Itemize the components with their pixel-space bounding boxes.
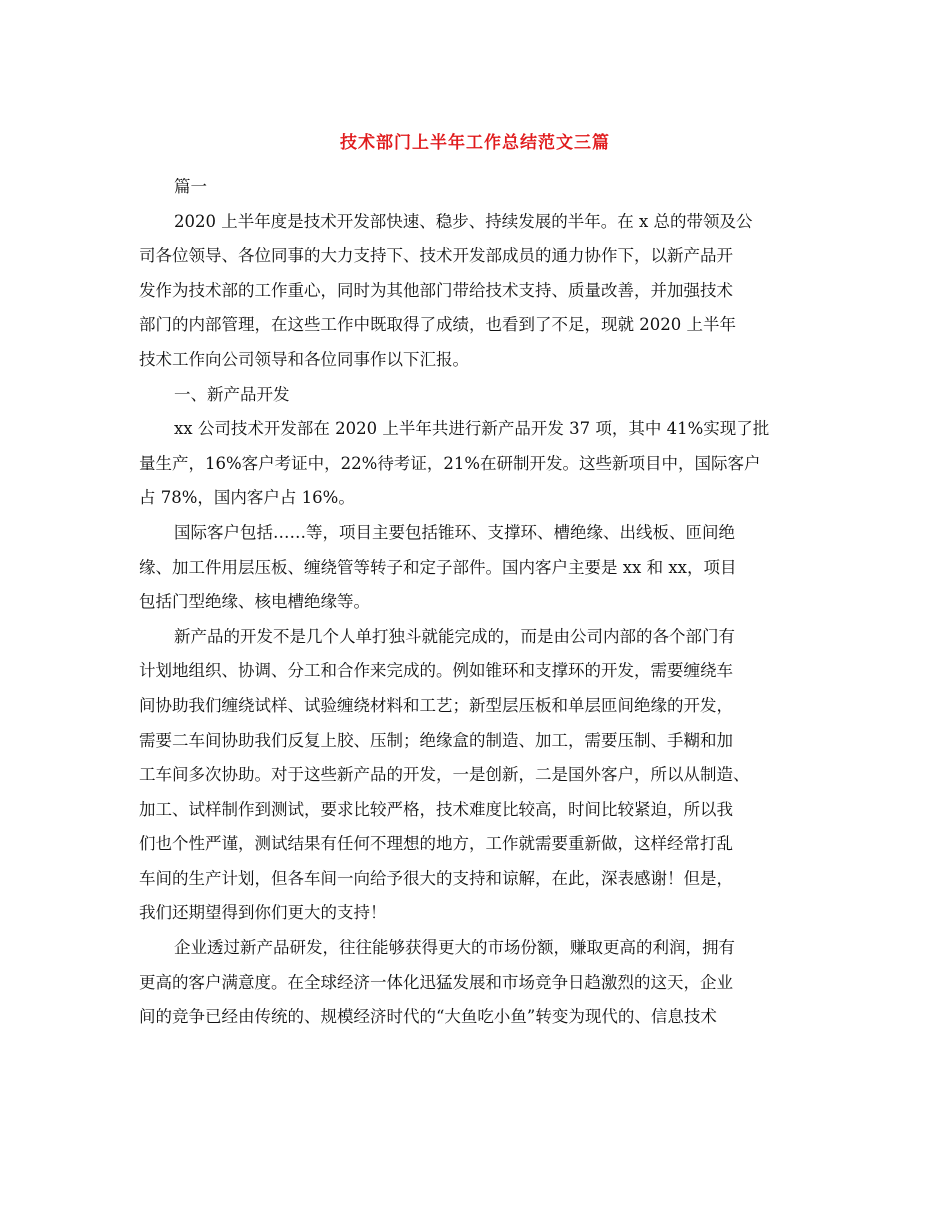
paragraph-line: 需要二车间协助我们反复上胶、压制；绝缘盒的制造、加工，需要压制、手糊和加: [139, 730, 733, 750]
document-title: 技术部门上半年工作总结范文三篇: [340, 133, 610, 153]
paragraph: [139, 378, 829, 413]
paragraph-line: 加工、试样制作到测试，要求比较严格，技术难度比较高，时间比较紧迫，所以我: [139, 799, 733, 819]
paragraph-line: 企业透过新产品研发，往往能够获得更大的市场份额，赚取更高的利润，拥有: [174, 938, 735, 958]
paragraph-line: 们也个性严谨，测试结果有任何不理想的地方，工作就需要重新做，这样经常打乱: [139, 834, 733, 854]
paragraph-line: 部门的内部管理，在这些工作中既取得了成绩，也看到了不足，现就 2020 上半年: [139, 315, 736, 335]
paragraph: [139, 620, 829, 931]
paragraph-line: 更高的客户满意度。在全球经济一体化迅猛发展和市场竞争日趋激烈的这天，企业: [139, 972, 733, 992]
paragraph: [139, 931, 829, 1035]
paragraph: [139, 205, 829, 378]
paragraph-line: xx 公司技术开发部在 2020 上半年共进行新产品开发 37 项，其中 41%实现了批: [174, 419, 770, 439]
paragraph-line: 占 78%，国内客户占 16%。: [139, 488, 355, 508]
document-body: [139, 170, 829, 1035]
paragraph-line: 篇一: [174, 177, 207, 196]
paragraph-line: 新产品的开发不是几个人单打独斗就能完成的，而是由公司内部的各个部门有: [174, 626, 735, 646]
paragraph-line: 计划地组织、协调、分工和合作来完成的。例如锥环和支撑环的开发，需要缠绕车: [139, 661, 733, 681]
paragraph-line: 缘、加工件用层压板、缠绕管等转子和定子部件。国内客户主要是 xx 和 xx，项目: [139, 557, 737, 577]
paragraph-line: 发作为技术部的工作重心，同时为其他部门带给技术支持、质量改善，并加强技术: [139, 280, 733, 300]
paragraph-line: 司各位领导、各位同事的大力支持下、技术开发部成员的通力协作下，以新产品开: [139, 246, 733, 266]
paragraph-line: 工车间多次协助。对于这些新产品的开发，一是创新，二是国外客户，所以从制造、: [139, 765, 750, 785]
paragraph: [139, 516, 829, 620]
paragraph-line: 一、新产品开发: [174, 384, 290, 404]
paragraph: [139, 170, 829, 205]
paragraph: [139, 412, 829, 516]
paragraph-line: 技术工作向公司领导和各位同事作以下汇报。: [139, 349, 469, 369]
paragraph-line: 国际客户包括……等，项目主要包括锥环、支撑环、槽绝缘、出线板、匝间绝: [174, 522, 735, 542]
paragraph-line: 量生产，16%客户考证中，22%待考证，21%在研制开发。这些新项目中，国际客户: [139, 453, 761, 473]
paragraph-line: 间的竞争已经由传统的、规模经济时代的“大鱼吃小鱼”转变为现代的、信息技术: [139, 1007, 717, 1027]
paragraph-line: 包括门型绝缘、核电槽绝缘等。: [139, 592, 370, 612]
paragraph-line: 我们还期望得到你们更大的支持！: [139, 903, 387, 923]
paragraph-line: 2020 上半年度是技术开发部快速、稳步、持续发展的半年。在 x 总的带领及公: [174, 211, 753, 231]
paragraph-line: 间协助我们缠绕试样、试验缠绕材料和工艺；新型层压板和单层匝间绝缘的开发，: [139, 695, 733, 715]
paragraph-line: 车间的生产计划，但各车间一向给予很大的支持和谅解，在此，深表感谢！但是，: [139, 868, 733, 888]
